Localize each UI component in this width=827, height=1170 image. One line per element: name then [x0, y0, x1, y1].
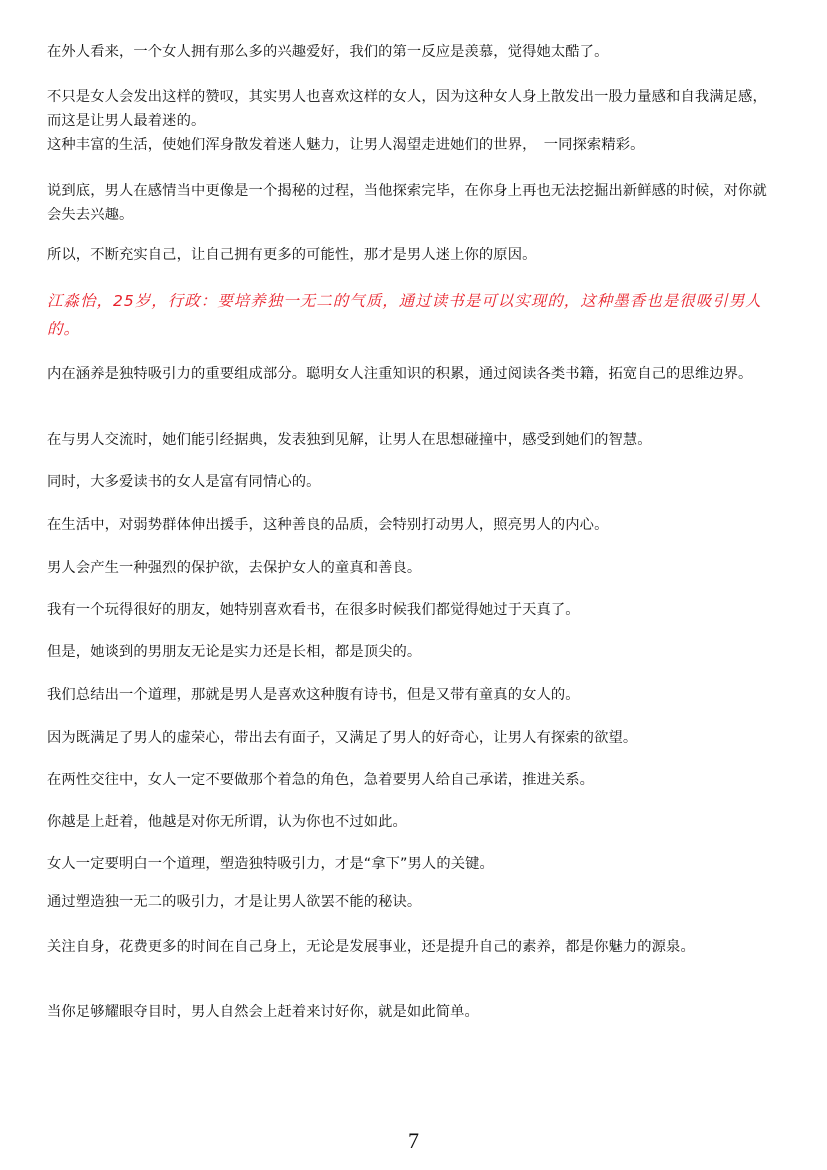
- paragraph-7: 内在涵养是独特吸引力的重要组成部分。聪明女人注重知识的积累，通过阅读各类书籍，拓宽自己的思维边界。: [47, 366, 753, 382]
- paragraph-4: 说到底，男人在感情当中更像是一个揭秘的过程，当他探索完毕，在你身上再也无法挖掘出新鲜感的时候，对你就会失去兴趣。: [47, 183, 767, 223]
- page-number: 7: [408, 1128, 419, 1153]
- paragraph-3: 这种丰富的生活，使她们浑身散发着迷人魅力，让男人渴望走进她们的世界， 一同探索精彩。: [47, 137, 645, 153]
- paragraph-10: 在生活中，对弱势群体伸出援手，这种善良的品质，会特别打动男人，照亮男人的内心。: [47, 517, 609, 533]
- paragraph-12: 我有一个玩得很好的朋友，她特别喜欢看书，在很多时候我们都觉得她过于天真了。: [47, 602, 580, 618]
- paragraph-19: 通过塑造独一无二的吸引力，才是让男人欲罢不能的秘诀。: [47, 894, 422, 910]
- paragraph-14: 我们总结出一个道理，那就是男人是喜欢这种腹有诗书，但是又带有童真的女人的。: [47, 687, 580, 703]
- paragraph-15: 因为既满足了男人的虚荣心，带出去有面子，又满足了男人的好奇心，让男人有探索的欲望。: [47, 730, 638, 746]
- paragraph-11: 男人会产生一种强烈的保护欲，去保护女人的童真和善良。: [47, 560, 422, 576]
- paragraph-9: 同时，大多爱读书的女人是富有同情心的。: [47, 474, 321, 490]
- paragraph-16: 在两性交往中，女人一定不要做那个着急的角色，急着要男人给自己承诺，推进关系。: [47, 772, 595, 788]
- paragraph-1: 在外人看来，一个女人拥有那么多的兴趣爱好，我们的第一反应是羡慕，觉得她太酷了。: [47, 44, 609, 60]
- paragraph-21: 当你足够耀眼夺目时，男人自然会上赶着来讨好你，就是如此简单。: [47, 1004, 479, 1020]
- paragraph-20: 关注自身，花费更多的时间在自己身上，无论是发展事业，还是提升自己的素养，都是你魅力的源泉。: [47, 939, 695, 955]
- paragraph-2: 不只是女人会发出这样的赞叹，其实男人也喜欢这样的女人，因为这种女人身上散发出一股力量感和自我满足感，而这是让男人最着迷的。: [47, 89, 767, 129]
- paragraph-17: 你越是上赶着，他越是对你无所谓，认为你也不过如此。: [47, 814, 407, 830]
- paragraph-5: 所以，不断充实自己，让自己拥有更多的可能性，那才是男人迷上你的原因。: [47, 247, 537, 263]
- paragraph-8: 在与男人交流时，她们能引经据典，发表独到见解，让男人在思想碰撞中，感受到她们的智慧。: [47, 432, 652, 448]
- paragraph-13: 但是，她谈到的男朋友无论是实力还是长相，都是顶尖的。: [47, 644, 422, 660]
- paragraph-18: 女人一定要明白一个道理，塑造独特吸引力，才是“拿下”男人的关键。: [47, 856, 494, 872]
- highlighted-quote: 江淼怡，25岁，行政：要培养独一无二的气质，通过读书是可以实现的，这种墨香也是很吸引男人的。: [47, 292, 762, 338]
